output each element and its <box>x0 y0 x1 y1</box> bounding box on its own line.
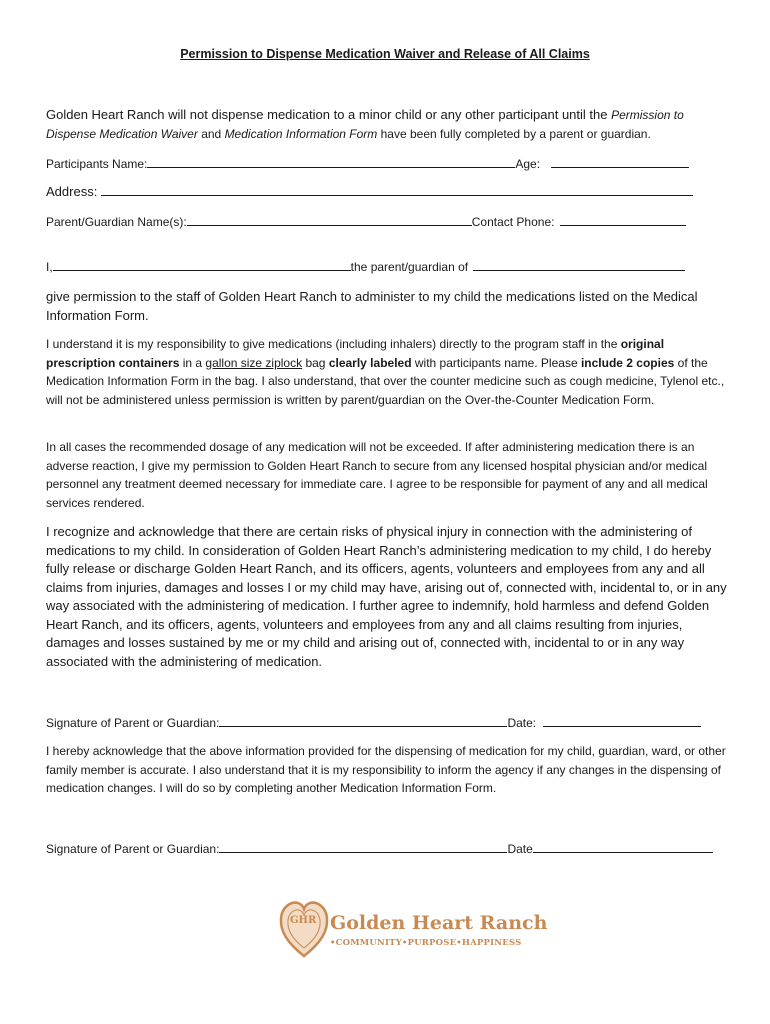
guardian-row <box>46 213 706 231</box>
responsibility-paragraph <box>46 335 736 409</box>
intro-paragraph <box>46 106 736 143</box>
resp-p2: in a <box>179 355 206 370</box>
signature1-date-label: Date: <box>507 716 537 730</box>
address-label: Address: <box>46 184 98 199</box>
guardian-names-field[interactable] <box>187 213 472 226</box>
intro-form1: Permission to Dispense Medication Waiver <box>46 108 684 141</box>
resp-b3: include 2 copies <box>580 355 675 370</box>
parent-name-field[interactable] <box>53 258 351 271</box>
address-field[interactable] <box>101 183 693 196</box>
signature2-label: Signature of Parent or Guardian: <box>46 842 220 856</box>
intro-prefix: Golden Heart Ranch will not dispense medication to a minor child or any other participant until the <box>46 107 612 122</box>
resp-p3: bag <box>302 355 329 370</box>
child-name-field[interactable] <box>473 258 685 271</box>
resp-p4: with participants name. Please <box>411 355 581 370</box>
logo-name: Golden Heart Ranch <box>330 912 548 934</box>
golden-heart-ranch-logo <box>278 898 548 960</box>
signature2-date-field[interactable] <box>533 840 713 853</box>
intro-form2: Medication Information Form <box>224 126 378 141</box>
address-row <box>46 183 706 201</box>
age-label: Age: <box>515 157 541 171</box>
signature-row-1 <box>46 714 706 732</box>
signature1-label: Signature of Parent or Guardian: <box>46 716 220 730</box>
give-permission-paragraph: give permission to the staff of Golden Heart Ranch to administer to my child the medications listed on the Medical Information Form. <box>46 289 698 323</box>
signature2-field[interactable] <box>219 840 507 853</box>
parent-of-label: the parent/guardian of <box>350 260 469 274</box>
acknowledge-paragraph: I hereby acknowledge that the above information provided for the dispensing of medication for my child, guardian, ward, or other family member is accurate. I also understand that it is my responsibility to inform the agency if any changes in the dispensing of medication changes. I will do so by completing another Medication Information Form. <box>46 744 726 795</box>
age-field[interactable] <box>551 155 689 168</box>
logo-monogram: GHR <box>290 915 317 926</box>
dosage-paragraph: In all cases the recommended dosage of any medication will not be exceeded. If after administering medication there is an adverse reaction, I give my permission to Golden Heart Ranch to secure from any licensed hospital physician and/or medical personnel any treatment deemed necessary for immediate care. I agree to be responsible for payment of any and all medical services rendered. <box>46 440 708 510</box>
contact-phone-label: Contact Phone: <box>471 215 555 229</box>
i-label: I, <box>46 260 53 274</box>
participant-row <box>46 155 706 173</box>
logo-tagline: •COMMUNITY•PURPOSE•HAPPINESS <box>330 938 522 948</box>
resp-p5: of the Medication Information Form in the bag. I also understand, that over the counter medicine such as cough medicine, Tylenol etc., will not be administered unless permission is written by parent/guardian on the Over-the-Counter Medication Form. <box>46 355 725 407</box>
signature-row-2 <box>46 840 706 858</box>
resp-p1: I understand it is my responsibility to give medications (including inhalers) directly to the program staff in the <box>46 337 621 351</box>
participants-name-field[interactable] <box>147 155 515 168</box>
document-title: Permission to Dispense Medication Waiver and Release of All Claims <box>180 47 590 61</box>
heart-icon <box>278 898 330 960</box>
resp-b2: clearly labeled <box>328 355 412 370</box>
intro-middle: and <box>197 126 225 141</box>
guardian-names-label: Parent/Guardian Name(s): <box>46 215 187 229</box>
signature2-date-label: Date <box>507 842 533 856</box>
signature1-field[interactable] <box>219 714 507 727</box>
participants-name-label: Participants Name: <box>46 157 148 171</box>
contact-phone-field[interactable] <box>560 213 686 226</box>
intro-suffix: have been fully completed by a parent or guardian. <box>377 126 651 141</box>
resp-u1: gallon size ziplock <box>205 355 303 370</box>
resp-b1: original prescription containers <box>46 337 665 370</box>
consent-row <box>46 258 706 276</box>
risks-paragraph: I recognize and acknowledge that there are certain risks of physical injury in connection with the administering of medications to my child. In consideration of Golden Heart Ranch’s administering medication to my child, I do hereby fully release or discharge Golden Heart Ranch, and its officers, agents, volunteers and employees from any and all claims from injuries, damages and losses I or my child may have, arising out of, connected with, incidental to, or in any way associated with the administering of medication. I further agree to indemnify, hold harmless and defend Golden Heart Ranch, and its officers, agents, volunteers and employees from any and all claims resulting from injuries, damages and losses sustained by me or my child and arising out of, connected with, incidental to or in any way associated with the administering of medication. <box>46 524 727 669</box>
signature1-date-field[interactable] <box>543 714 701 727</box>
